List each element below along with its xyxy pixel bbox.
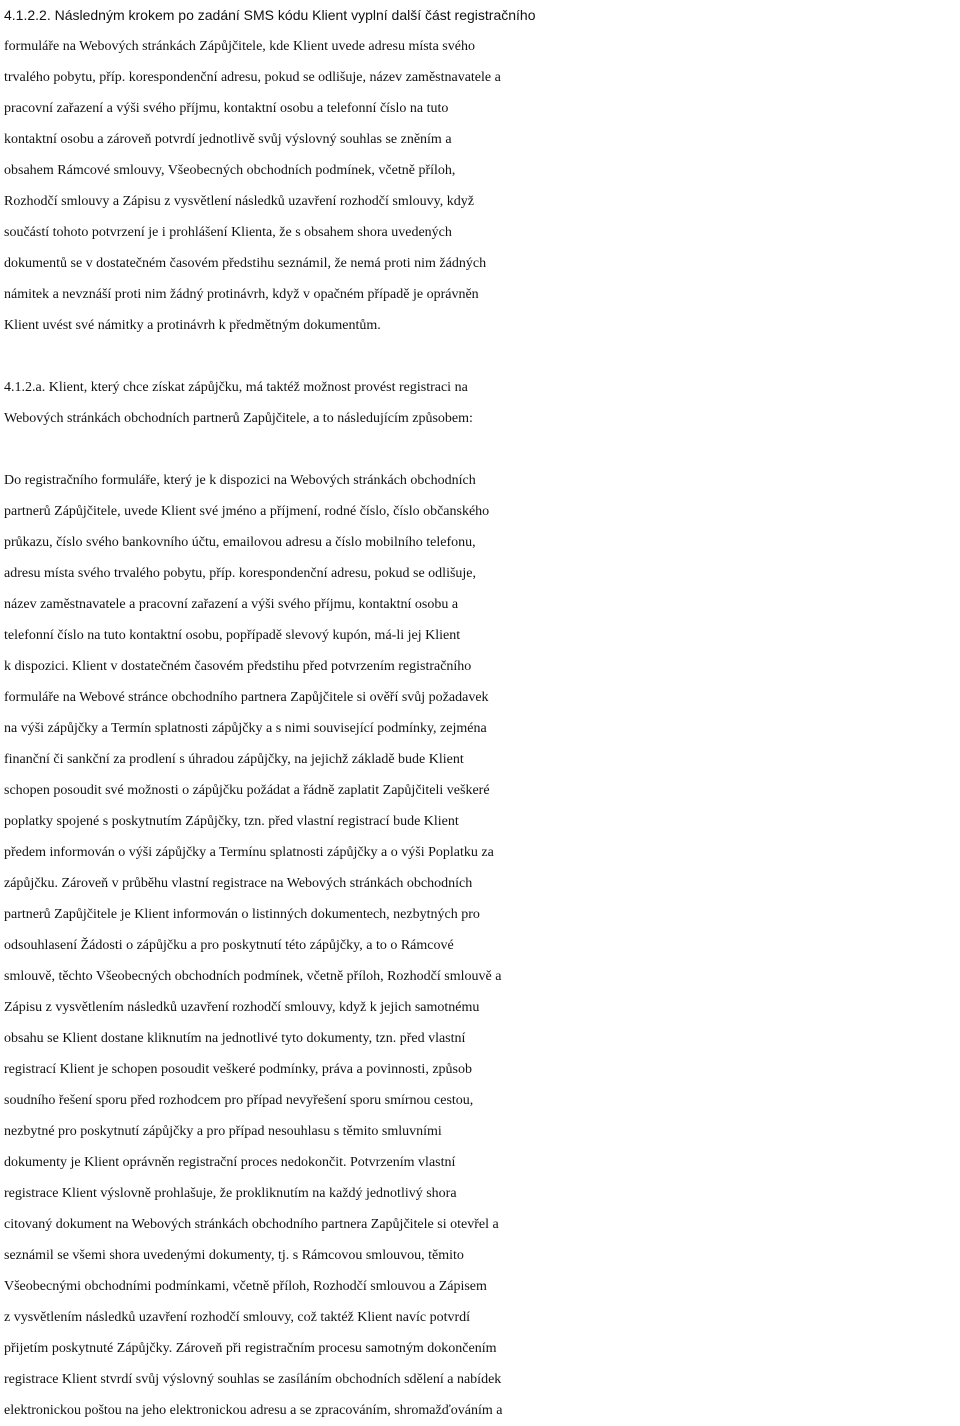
- text-line: předem informován o výši zápůjčky a Termínu splatnosti zápůjčky a o výši Poplatku za: [4, 845, 494, 860]
- text-line: soudního řešení sporu před rozhodcem pro případ nevyřešení sporu smírnou cestou,: [4, 1093, 474, 1108]
- text-line: zápůjčku. Zároveň v průběhu vlastní registrace na Webových stránkách obchodních: [4, 876, 473, 891]
- text-line: nezbytné pro poskytnutí zápůjčky a pro případ nesouhlasu s těmito smluvními: [4, 1124, 442, 1139]
- text-line: kontaktní osobu a zároveň potvrdí jednotlivě svůj výslovný souhlas se zněním a: [4, 132, 452, 147]
- text-line: formuláře na Webové stránce obchodního partnera Zapůjčitele si ověří svůj požadavek: [4, 690, 489, 705]
- text-line: Zápisu z vysvětlením následků uzavření rozhodčí smlouvy, když k jejich samotnému: [4, 1000, 480, 1015]
- text-line: registrací Klient je schopen posoudit veškeré podmínky, práva a povinnosti, způsob: [4, 1062, 472, 1077]
- text-line: registrace Klient výslovně prohlašuje, že prokliknutím na každý jednotlivý shora: [4, 1186, 457, 1201]
- text-line: na výši zápůjčky a Termín splatnosti zápůjčky a s nimi související podmínky, zejména: [4, 721, 487, 736]
- text-line: formuláře na Webových stránkách Zápůjčitele, kde Klient uvede adresu místa svého: [4, 39, 475, 54]
- paragraph-4-1-2-a: [4, 372, 960, 434]
- paragraph-4-1-2-2: [4, 0, 960, 341]
- text-line: Webových stránkách obchodních partnerů Zapůjčitele, a to následujícím způsobem:: [4, 411, 473, 426]
- text-line: telefonní číslo na tuto kontaktní osobu, popřípadě slevový kupón, má-li jej Klient: [4, 628, 461, 643]
- text-line: 4.1.2.a. Klient, který chce získat zápůjčku, má taktéž možnost provést registraci na: [4, 380, 468, 395]
- text-line: obsahem Rámcové smlouvy, Všeobecných obchodních podmínek, včetně příloh,: [4, 163, 456, 178]
- paragraph-spacer: [4, 434, 960, 465]
- text-line: z vysvětlením následků uzavření rozhodčí smlouvy, což taktéž Klient navíc potvrdí: [4, 1310, 471, 1325]
- text-line: citovaný dokument na Webových stránkách obchodního partnera Zapůjčitele si otevřel a: [4, 1217, 499, 1232]
- text-line: trvalého pobytu, příp. korespondenční adresu, pokud se odlišuje, název zaměstnavatele a: [4, 70, 501, 85]
- text-line: pracovní zařazení a výši svého příjmu, kontaktní osobu a telefonní číslo na tuto: [4, 101, 449, 116]
- text-line: odsouhlasení Žádosti o zápůjčku a pro poskytnutí této zápůjčky, a to o Rámcové: [4, 938, 454, 953]
- text-line: seznámil se všemi shora uvedenými dokumenty, tj. s Rámcovou smlouvou, těmito: [4, 1248, 464, 1263]
- text-line: dokumenty je Klient oprávněn registrační proces nedokončit. Potvrzením vlastní: [4, 1155, 456, 1170]
- text-line: Do registračního formuláře, který je k dispozici na Webových stránkách obchodních: [4, 473, 476, 488]
- text-line: k dispozici. Klient v dostatečném časovém předstihu před potvrzením registračního: [4, 659, 472, 674]
- text-line: název zaměstnavatele a pracovní zařazení a výši svého příjmu, kontaktní osobu a: [4, 597, 459, 612]
- text-line: 4.1.2.2. Následným krokem po zadání SMS kódu Klient vyplní další část registračního: [4, 7, 536, 23]
- text-line: námitek a nevznáší proti nim žádný protinávrh, když v opačném případě je oprávněn: [4, 287, 479, 302]
- text-line: přijetím poskytnuté Zápůjčky. Zároveň při registračním procesu samotným dokončením: [4, 1341, 497, 1356]
- text-line: partnerů Zápůjčitele, uvede Klient své jméno a příjmení, rodné číslo, číslo občanského: [4, 504, 490, 519]
- text-line: elektronickou poštou na jeho elektronickou adresu a se zpracováním, shromažďováním a: [4, 1403, 503, 1418]
- text-line: obsahu se Klient dostane kliknutím na jednotlivé tyto dokumenty, tzn. před vlastní: [4, 1031, 466, 1046]
- text-line: Všeobecnými obchodními podmínkami, včetně příloh, Rozhodčí smlouvou a Zápisem: [4, 1279, 487, 1294]
- text-line: poplatky spojené s poskytnutím Zápůjčky, tzn. před vlastní registrací bude Klient: [4, 814, 459, 829]
- paragraph-registration-form: [4, 465, 960, 1426]
- text-line: Klient uvést své námitky a protinávrh k předmětným dokumentům.: [4, 318, 381, 333]
- text-line: partnerů Zapůjčitele je Klient informován o listinných dokumentech, nezbytných pro: [4, 907, 480, 922]
- text-line: finanční či sankční za prodlení s úhradou zápůjčky, na jejichž základě bude Klient: [4, 752, 464, 767]
- text-line: adresu místa svého trvalého pobytu, příp. korespondenční adresu, pokud se odlišuje,: [4, 566, 477, 581]
- text-line: průkazu, číslo svého bankovního účtu, emailovou adresu a číslo mobilního telefonu,: [4, 535, 476, 550]
- text-line: součástí tohoto potvrzení je i prohlášení Klienta, že s obsahem shora uvedených: [4, 225, 452, 240]
- text-line: smlouvě, těchto Všeobecných obchodních podmínek, včetně příloh, Rozhodčí smlouvě a: [4, 969, 502, 984]
- text-line: dokumentů se v dostatečném časovém předstihu seznámil, že nemá proti nim žádných: [4, 256, 487, 271]
- document-page: [4, 0, 960, 1426]
- text-line: Rozhodčí smlouvy a Zápisu z vysvětlení následků uzavření rozhodčí smlouvy, když: [4, 194, 474, 209]
- text-line: registrace Klient stvrdí svůj výslovný souhlas se zasíláním obchodních sdělení a nabídek: [4, 1372, 502, 1387]
- paragraph-spacer: [4, 341, 960, 372]
- text-line: schopen posoudit své možnosti o zápůjčku požádat a řádně zaplatit Zapůjčiteli veškeré: [4, 783, 490, 798]
